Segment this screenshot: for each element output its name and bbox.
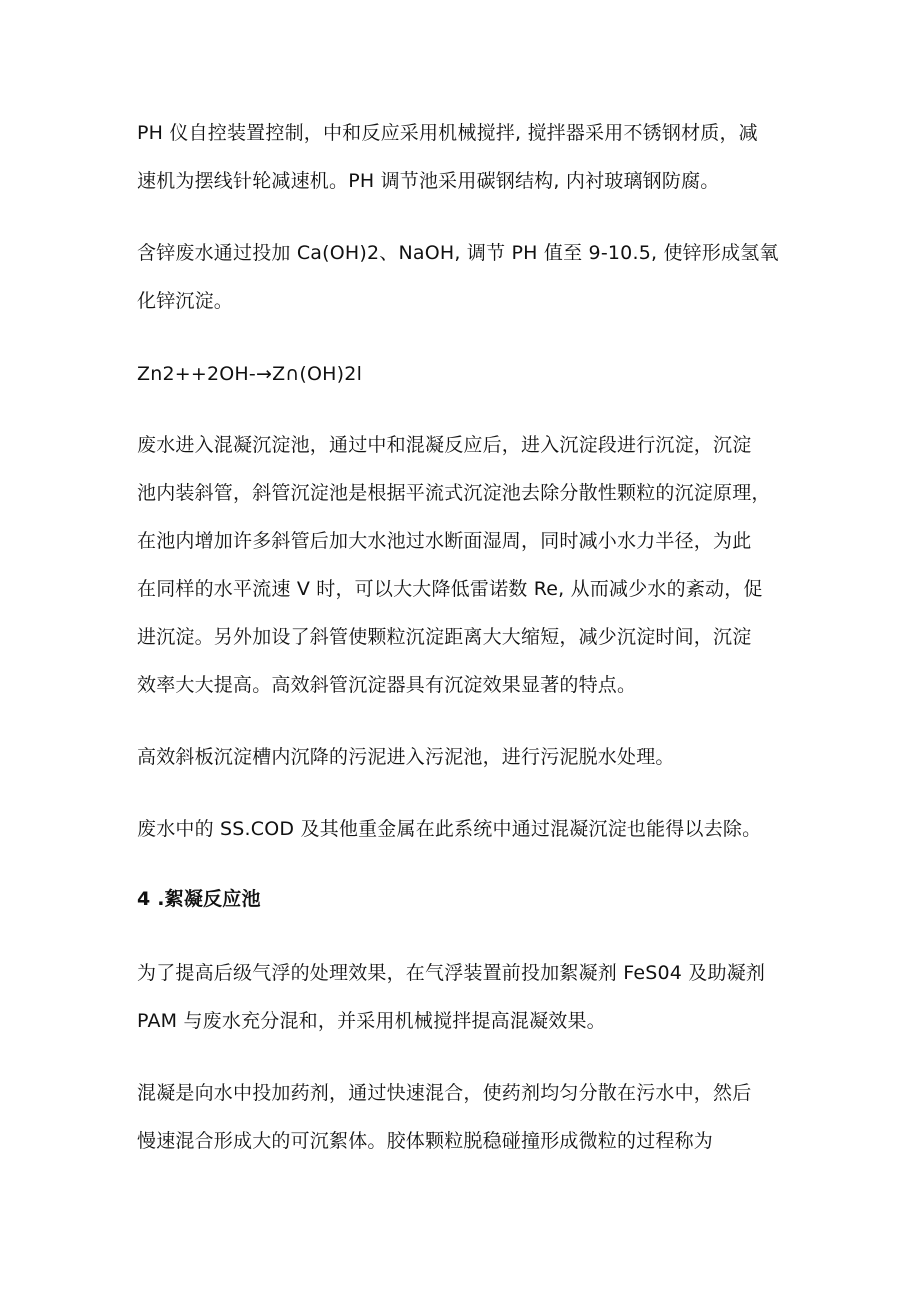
paragraph-sedimentation-line-2: 池内装斜管，斜管沉淀池是根据平流式沉淀池去除分散性颗粒的沉淀原理， [137,482,771,504]
paragraph-ph-control-line-2: 速机为摆线针轮减速机。PH 调节池采用碳钢结构, 内衬玻璃钢防腐。 [137,170,720,192]
paragraph-sedimentation-line-5: 进沉淀。另外加设了斜管使颗粒沉淀距离大大缩短，减少沉淀时间，沉淀 [137,626,752,648]
paragraph-sedimentation-line-3: 在池内增加许多斜管后加大水池过水断面湿周，同时减小水力半径，为此 [137,530,752,552]
paragraph-ph-control-line-1: PH 仪自控装置控制，中和反应采用机械搅拌, 搅拌器采用不锈钢材质，减 [137,122,758,144]
paragraph-sludge: 高效斜板沉淀槽内沉降的污泥进入污泥池，进行污泥脱水处理。 [137,746,675,768]
paragraph-zinc-line-2: 化锌沉淀。 [137,290,234,312]
paragraph-coagulation-line-1: 混凝是向水中投加药剂，通过快速混合，使药剂均匀分散在污水中，然后 [137,1082,752,1104]
section-heading-flocculation: 4 .絮凝反应池 [137,888,261,910]
paragraph-flocculant-line-1: 为了提高后级气浮的处理效果，在气浮装置前投加絮凝剂 FeS04 及助凝剂 [137,962,766,984]
paragraph-flocculant-line-2: PAM 与废水充分混和，并采用机械搅拌提高混凝效果。 [137,1010,606,1032]
paragraph-ss-cod: 废水中的 SS.COD 及其他重金属在此系统中通过混凝沉淀也能得以去除。 [137,818,762,840]
paragraph-sedimentation-line-6: 效率大大提高。高效斜管沉淀器具有沉淀效果显著的特点。 [137,674,637,696]
paragraph-sedimentation-line-4: 在同样的水平流速 V 时，可以大大降低雷诺数 Re, 从而减少水的紊动，促 [137,578,763,600]
paragraph-coagulation-line-2: 慢速混合形成大的可沉絮体。胶体颗粒脱稳碰撞形成微粒的过程称为 [137,1130,714,1152]
chemical-equation: Zn2++2OH-→Z∩(OH)2l [137,363,363,385]
paragraph-zinc-line-1: 含锌废水通过投加 Ca(OH)2、NaOH, 调节 PH 值至 9-10.5, 使锌形成氢氧 [137,242,779,264]
paragraph-sedimentation-line-1: 废水进入混凝沉淀池，通过中和混凝反应后，进入沉淀段进行沉淀，沉淀 [137,434,752,456]
